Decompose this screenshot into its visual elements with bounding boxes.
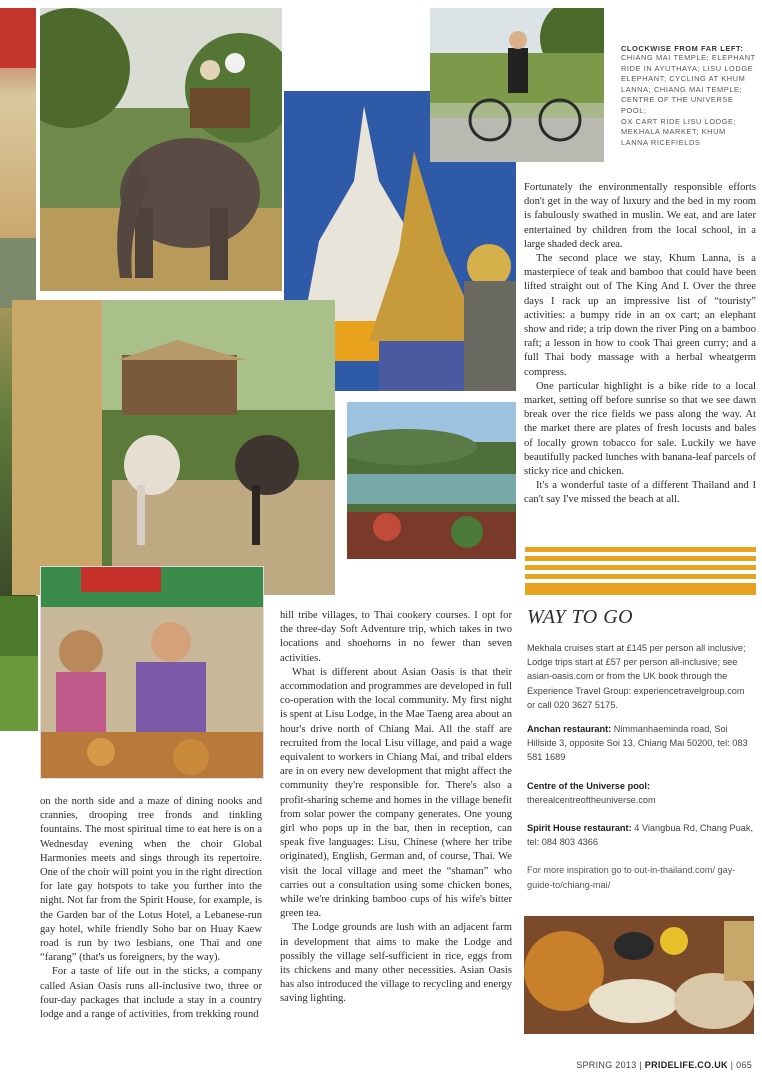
article-paragraph: For a taste of life out in the sticks, a company called Asian Oasis runs all-inclusive two, three or four-day packages that include a stay in a country lodge and a range of activities, from trekking round	[40, 966, 262, 1021]
footer-season: SPRING 2013	[576, 1060, 637, 1070]
spirit-text: 4 Viangbua Rd, Chang Puak, tel: 084 803 4366	[527, 823, 754, 848]
article-paragraph: One particular highlight is a bike ride to a local market, setting off before sunrise so that we see dawn break over the rice fields we pass along the way. At the market there are plates of fresh locusts and bales of locally grown tobacco for sale. Luckily we have beautifully packed lunches with banana-leaf parcels of sticky rice and chicken.	[524, 380, 756, 478]
article-paragraph: hill tribe villages, to Thai cookery courses. I opt for the three-day Soft Adventure trip, which takes in two locations and shoehorns in no fewer than seven activities.	[280, 610, 512, 664]
caption-line: LANNA; CHIANG MAI TEMPLE;	[621, 84, 743, 94]
article-right-column	[524, 181, 756, 508]
article-paragraph: Fortunately the environmentally responsible efforts don't get in the way of luxury and the bed in my room is fabulously swathed in muslin. We eat, and are later entertained by children from the local school, in a large shaded deck area.	[524, 182, 756, 250]
article-paragraph: on the north side and a maze of dining nooks and crannies, drooping tree fronds and tinkling fountains. The most spiritual time to eat here is on a Wednesday evening when the choir Global Harmonies meets and sings through its repertoire. One of the choir will point you in the right direction for late gay hotspots to take you further into the night. Not far from the Spirit House, for example, is the Garden bar of the Lotus Hotel, a Lebanese-run gay hotel, while friendly Soho bar on Huay Kaew road is run by two lesbians, one Thai and one “farang” (that's us foreigners, by the way).	[40, 796, 262, 964]
article-middle-column	[280, 609, 512, 1007]
article-paragraph: What is different about Asian Oasis is that their accommodation and programmes are developed in full co-operation with the local community. My first night is spent at Lisu Lodge, in the Mae Taeng area about an hour's drive north of Chiang Mai. All the staff are recruited from the local Lisu village, and paid a wage equivalent to workers in Chiang Mai, and tribal elders are in on every new development that might affect the community they're responsible for. There's also a profit-sharing scheme and homes in the village benefit from solar power the company generates. One young girl who pops up in the bar, then in reception, can speak five languages: Lisu, Chinese (where her tribe originated), English, German and, of course, Thai. We visit the local village and meet the “shaman” who carries out a consultation using some chicken bones, while we're drinking bamboo cups of his wife's bitter green tea.	[280, 666, 512, 920]
centre-label: Centre of the Universe pool:	[527, 780, 651, 791]
anchan-label: Anchan restaurant:	[527, 724, 612, 735]
food-platter-photo	[524, 916, 754, 1034]
market-photo	[40, 566, 264, 779]
spirit-label: Spirit House restaurant:	[527, 823, 632, 834]
caption-line: ELEPHANT; CYCLING AT KHUM	[621, 74, 746, 84]
article-paragraph: It's a wonderful taste of a different Thailand and I can't say I've missed the beach at all.	[524, 480, 756, 506]
elephant-ride-photo	[40, 8, 282, 291]
ox-cart-photo	[12, 300, 335, 595]
caption-line: RIDE IN AYUTHAYA; LISU LODGE	[621, 63, 754, 73]
cycling-photo	[430, 8, 604, 162]
more-inspiration: For more inspiration go to out-in-thailand.com/ gay-guide-to/chiang-mai/	[527, 865, 736, 890]
page-footer	[576, 1060, 752, 1070]
spirit-entry	[527, 821, 755, 849]
article-paragraph: The Lodge grounds are lush with an adjacent farm in development that aims to make the Lodge and possibly the village self-sufficient in rice, eggs from its chickens and many other necessities. Asian Oasis has also introduced the village to recycling and energy saving lighting.	[280, 922, 512, 1005]
caption-line: CHIANG MAI TEMPLE; ELEPHANT	[621, 53, 756, 62]
page-number: 065	[736, 1060, 752, 1070]
article-left-column	[40, 795, 262, 1022]
anchan-entry	[527, 722, 755, 765]
caption-line: CENTRE OF THE UNIVERSE POOL;	[621, 95, 734, 115]
caption-heading: CLOCKWISE FROM FAR LEFT:	[621, 44, 744, 53]
caption-text	[621, 53, 756, 148]
centre-text: therealcentreoftheuniverse.com	[527, 794, 656, 805]
pool-photo	[347, 402, 516, 559]
footer-separator: |	[639, 1060, 642, 1070]
caption-line: LANNA RICEFIELDS	[621, 137, 701, 147]
ricefields-photo	[0, 596, 38, 731]
footer-separator: |	[730, 1060, 734, 1070]
way-to-go-title: WAY TO GO	[527, 606, 634, 628]
caption-line: MEKHALA MARKET; KHUM	[621, 127, 726, 137]
anchan-text: Nimmanhaeminda road, Soi Hillside 3, opposite Soi 13, Chiang Mai 50200, tel: 083 581 1689	[527, 724, 748, 763]
photo-caption	[621, 44, 756, 148]
centre-entry	[527, 779, 755, 807]
way-to-go-stripes	[525, 547, 756, 597]
article-paragraph: The second place we stay, Khum Lanna, is a masterpiece of teak and bamboo that could have been lifted straight out of The King And I. Over the three days I rack up an impressive list of “touristy” activities: a bumpy ride in an ox cart; an elephant show and ride; a trip down the river Ping on a bamboo raft; a lesson in how to cook Thai green curry; and a full Thai body massage with a herbal wheatgerm compress.	[524, 253, 756, 378]
caption-line: OX CART RIDE LISU LODGE;	[621, 116, 737, 126]
footer-site: PRIDELIFE.CO.UK	[644, 1060, 728, 1070]
way-to-go-box	[527, 606, 755, 892]
way-to-go-intro: Mekhala cruises start at £145 per person all inclusive; Lodge trips start at £57 per person all-inclusive; see asian-oasis.com or from the UK book through the Experience Travel Group: experiencetravelgroup.com or call 020 3627 5175.	[527, 643, 746, 710]
